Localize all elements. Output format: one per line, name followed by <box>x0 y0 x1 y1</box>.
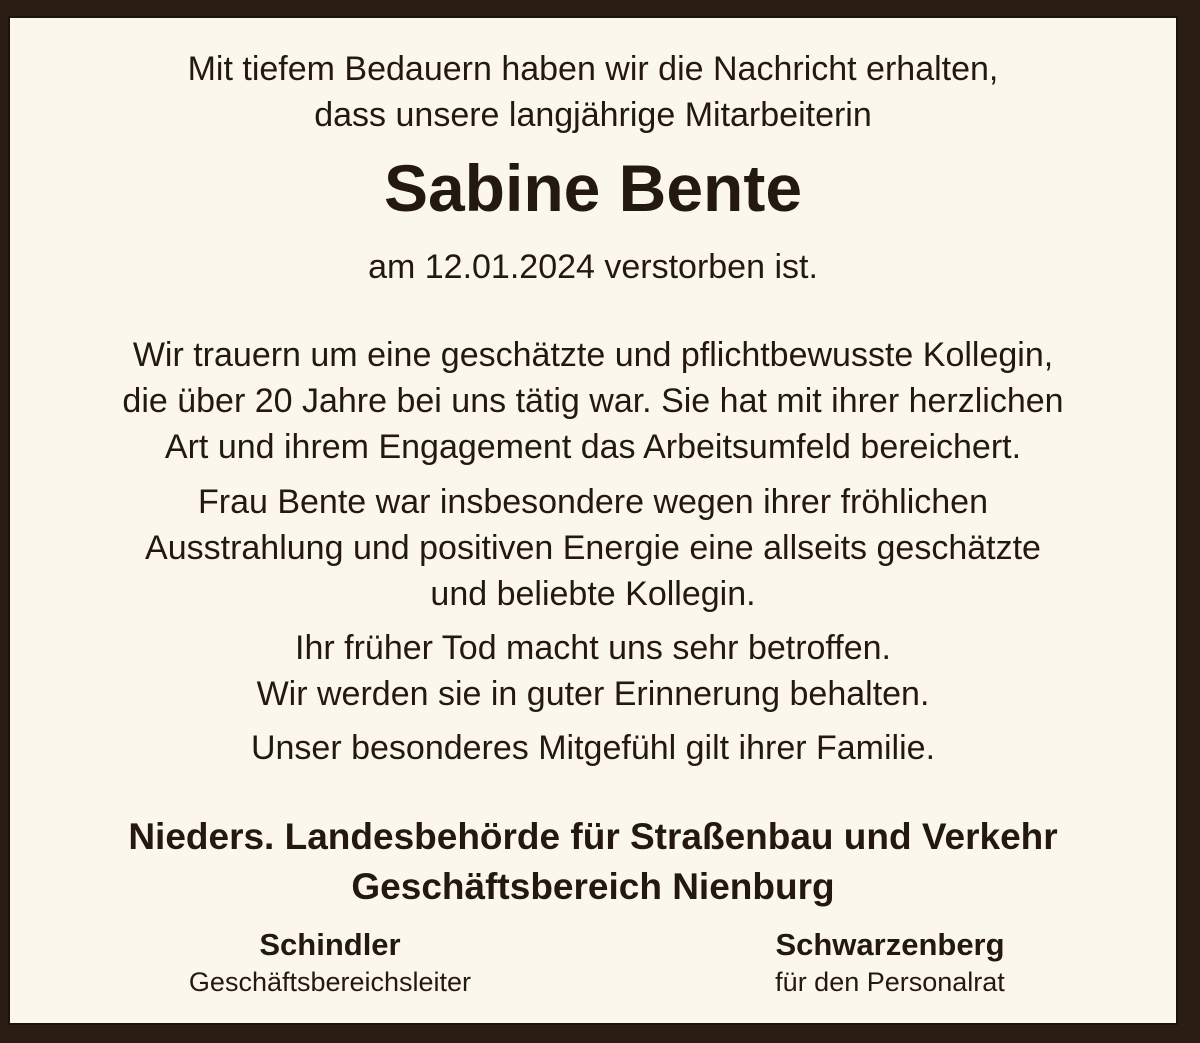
text-line: Wir trauern um eine geschätzte und pflichtbewusste Kollegin, <box>132 336 1054 374</box>
intro-text <box>10 46 1176 138</box>
text-line: Unser besonderes Mitgefühl gilt ihrer Familie. <box>250 729 936 767</box>
signatory-role: für den Personalrat <box>775 967 1005 997</box>
text-line: Art und ihrem Engagement das Arbeitsumfeld bereichert. <box>164 428 1022 466</box>
paragraph-remembrance <box>10 625 1176 717</box>
signatory-name: Schwarzenberg <box>775 927 1005 962</box>
organization-name <box>10 812 1176 912</box>
text-line: Ihr früher Tod macht uns sehr betroffen. <box>295 629 891 667</box>
signatory-left <box>140 926 520 1000</box>
signatory-right <box>700 926 1080 1000</box>
signatory-role: Geschäftsbereichsleiter <box>188 967 472 997</box>
paragraph-character <box>10 479 1176 617</box>
organization-line: Geschäftsbereich Nienburg <box>351 866 835 907</box>
deceased-name: Sabine Bente <box>383 151 803 225</box>
obituary-notice <box>8 16 1178 1025</box>
paragraph-condolence <box>10 725 1176 771</box>
date-of-death-line: am 12.01.2024 verstorben ist. <box>368 248 818 286</box>
intro-line: dass unsere langjährige Mitarbeiterin <box>314 96 872 134</box>
text-line: die über 20 Jahre bei uns tätig war. Sie hat mit ihrer herzlichen <box>122 382 1064 420</box>
paragraph-tribute <box>10 332 1176 470</box>
signatory-name: Schindler <box>259 927 401 962</box>
organization-line: Nieders. Landesbehörde für Straßenbau und Verkehr <box>128 816 1058 857</box>
text-line: und beliebte Kollegin. <box>430 575 756 613</box>
text-line: Wir werden sie in guter Erinnerung behalten. <box>256 675 930 713</box>
text-line: Frau Bente war insbesondere wegen ihrer fröhlichen <box>197 483 988 521</box>
text-line: Ausstrahlung und positiven Energie eine allseits geschätzte <box>145 529 1041 567</box>
intro-line: Mit tiefem Bedauern haben wir die Nachricht erhalten, <box>187 50 999 88</box>
